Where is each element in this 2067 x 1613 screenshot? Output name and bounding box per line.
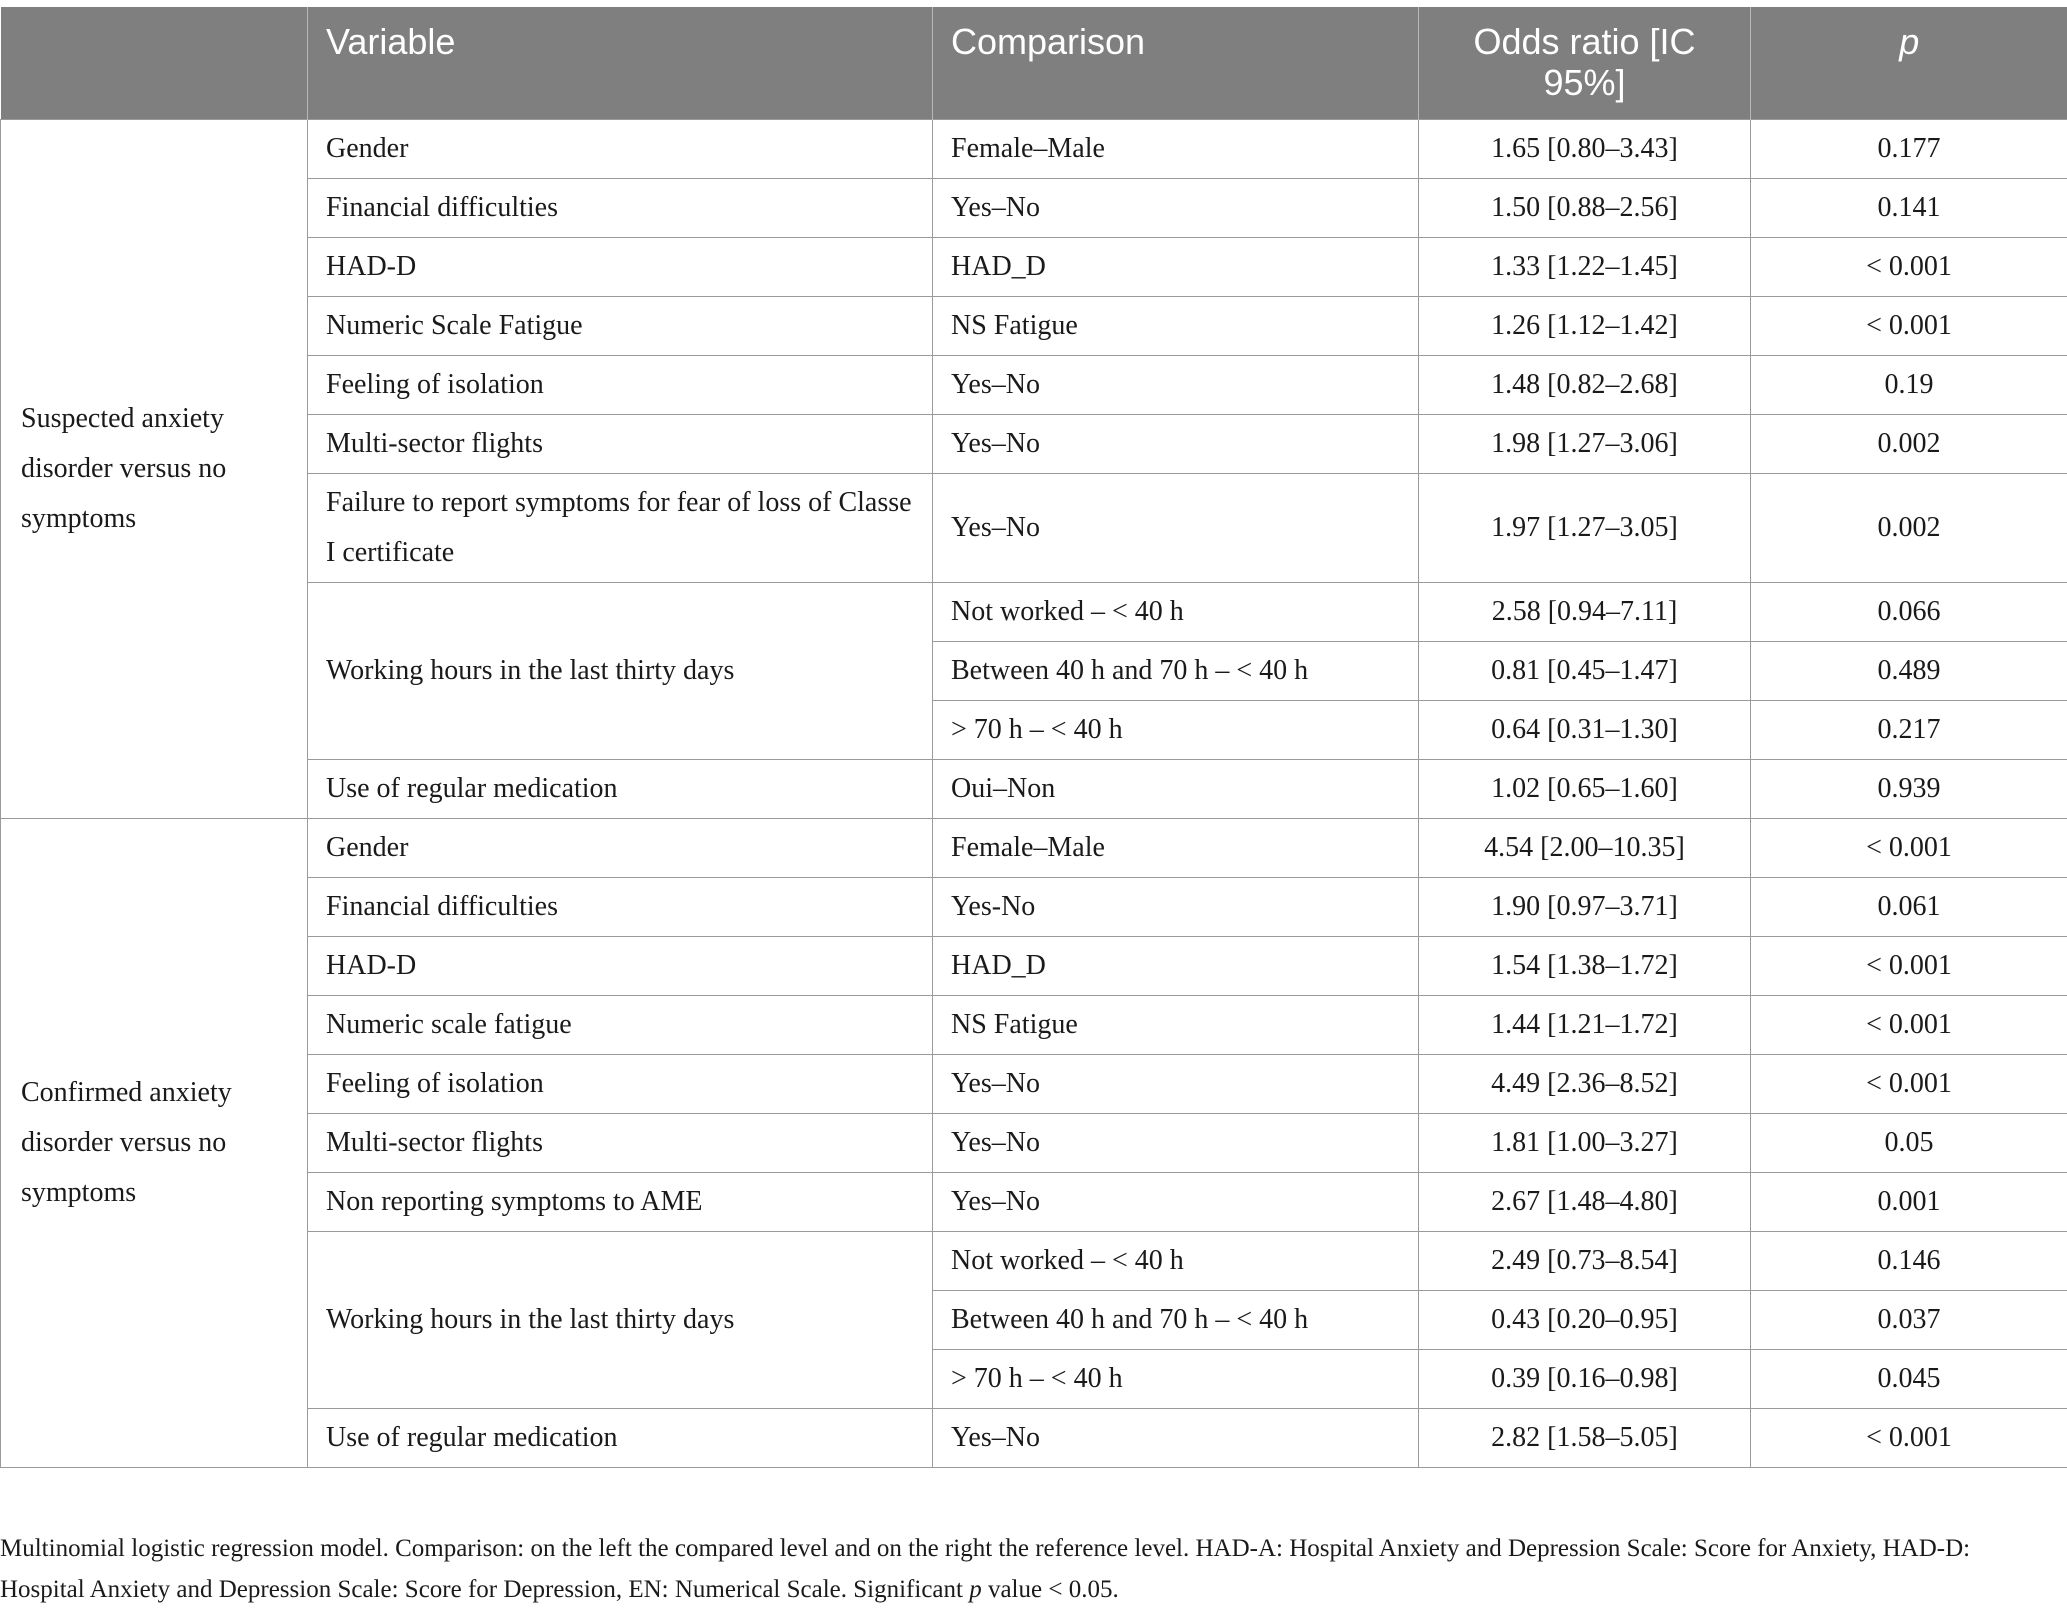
p-value-cell: 0.061 [1751,877,2067,936]
variable-cell: Non reporting symptoms to AME [308,1172,933,1231]
footnote-text-end: value < 0.05. [981,1576,1119,1603]
table-row [1,1054,2067,1113]
comparison-cell: Between 40 h and 70 h – < 40 h [933,1290,1419,1349]
header-group [1,7,308,119]
variable-cell: Use of regular medication [308,1408,933,1467]
p-value-cell: < 0.001 [1751,818,2067,877]
p-value-cell: < 0.001 [1751,1408,2067,1467]
p-value-cell: 0.002 [1751,414,2067,473]
variable-cell: Multi-sector flights [308,1113,933,1172]
comparison-cell: NS Fatigue [933,296,1419,355]
header-p-value: p [1751,7,2067,119]
comparison-cell: Yes–No [933,1408,1419,1467]
odds-ratio-cell: 1.98 [1.27–3.06] [1419,414,1751,473]
variable-cell: Feeling of isolation [308,1054,933,1113]
comparison-cell: Yes–No [933,414,1419,473]
table-row [1,1172,2067,1231]
footnote-text: Multinomial logistic regression model. Comparison: on the left the compared level and on the right the reference level. HAD-A: Hospital Anxiety and Depression Scale: Score for Anxiety, HAD-D: Hospital Anxiety and Depression Scale: Score for Depression, EN: Numerical Scale. Significant [0,1535,1971,1603]
p-value-cell: < 0.001 [1751,296,2067,355]
variable-cell: Financial difficulties [308,178,933,237]
p-value-cell: 0.045 [1751,1349,2067,1408]
odds-ratio-cell: 2.58 [0.94–7.11] [1419,582,1751,641]
odds-ratio-cell: 1.33 [1.22–1.45] [1419,237,1751,296]
odds-ratio-cell: 1.90 [0.97–3.71] [1419,877,1751,936]
header-odds-ratio: Odds ratio [IC 95%] [1419,7,1751,119]
results-table [0,7,2067,1468]
table-row [1,1113,2067,1172]
header-comparison: Comparison [933,7,1419,119]
comparison-cell: Not worked – < 40 h [933,582,1419,641]
comparison-cell: Between 40 h and 70 h – < 40 h [933,641,1419,700]
odds-ratio-cell: 1.65 [0.80–3.43] [1419,119,1751,178]
odds-ratio-cell: 0.64 [0.31–1.30] [1419,700,1751,759]
odds-ratio-cell: 0.43 [0.20–0.95] [1419,1290,1751,1349]
results-table-container [0,7,2067,1468]
p-value-cell: 0.489 [1751,641,2067,700]
p-value-cell: < 0.001 [1751,1054,2067,1113]
variable-cell: Gender [308,119,933,178]
odds-ratio-cell: 1.54 [1.38–1.72] [1419,936,1751,995]
comparison-cell: HAD_D [933,936,1419,995]
odds-ratio-cell: 1.02 [0.65–1.60] [1419,759,1751,818]
comparison-cell: Yes–No [933,1172,1419,1231]
variable-cell: Numeric scale fatigue [308,995,933,1054]
p-value-cell: 0.177 [1751,119,2067,178]
variable-cell: Gender [308,818,933,877]
p-value-cell: 0.001 [1751,1172,2067,1231]
odds-ratio-cell: 1.48 [0.82–2.68] [1419,355,1751,414]
table-row [1,936,2067,995]
variable-cell: Numeric Scale Fatigue [308,296,933,355]
footnote-p-symbol: p [969,1576,982,1603]
odds-ratio-cell: 1.26 [1.12–1.42] [1419,296,1751,355]
table-row [1,995,2067,1054]
table-row [1,877,2067,936]
p-value-cell: 0.19 [1751,355,2067,414]
p-value-cell: < 0.001 [1751,237,2067,296]
p-value-cell: < 0.001 [1751,936,2067,995]
comparison-cell: Yes–No [933,1054,1419,1113]
table-row [1,355,2067,414]
table-row [1,237,2067,296]
table-row [1,296,2067,355]
comparison-cell: Yes–No [933,355,1419,414]
table-row [1,582,2067,641]
comparison-cell: Not worked – < 40 h [933,1231,1419,1290]
comparison-cell: Female–Male [933,119,1419,178]
odds-ratio-cell: 1.97 [1.27–3.05] [1419,473,1751,582]
group-label: Suspected anxiety disorder versus no symptoms [1,119,308,818]
p-value-cell: 0.037 [1751,1290,2067,1349]
comparison-cell: Oui–Non [933,759,1419,818]
comparison-cell: > 70 h – < 40 h [933,1349,1419,1408]
table-row [1,818,2067,877]
odds-ratio-cell: 1.50 [0.88–2.56] [1419,178,1751,237]
odds-ratio-cell: 4.49 [2.36–8.52] [1419,1054,1751,1113]
comparison-cell: NS Fatigue [933,995,1419,1054]
comparison-cell: Yes-No [933,877,1419,936]
table-header-row [1,7,2067,119]
table-row [1,1231,2067,1290]
p-value-cell: 0.939 [1751,759,2067,818]
variable-cell: Use of regular medication [308,759,933,818]
p-value-cell: 0.066 [1751,582,2067,641]
odds-ratio-cell: 2.82 [1.58–5.05] [1419,1408,1751,1467]
odds-ratio-cell: 2.67 [1.48–4.80] [1419,1172,1751,1231]
variable-cell: Feeling of isolation [308,355,933,414]
variable-cell: Failure to report symptoms for fear of loss of Classe I certificate [308,473,933,582]
comparison-cell: > 70 h – < 40 h [933,700,1419,759]
table-row [1,759,2067,818]
comparison-cell: Female–Male [933,818,1419,877]
header-variable: Variable [308,7,933,119]
odds-ratio-cell: 0.81 [0.45–1.47] [1419,641,1751,700]
table-row [1,414,2067,473]
table-footnote [0,1528,2050,1610]
odds-ratio-cell: 1.44 [1.21–1.72] [1419,995,1751,1054]
variable-cell: HAD-D [308,237,933,296]
variable-cell: Multi-sector flights [308,414,933,473]
table-row [1,178,2067,237]
odds-ratio-cell: 0.39 [0.16–0.98] [1419,1349,1751,1408]
p-value-cell: 0.002 [1751,473,2067,582]
variable-cell: Working hours in the last thirty days [308,1231,933,1408]
variable-cell: Working hours in the last thirty days [308,582,933,759]
odds-ratio-cell: 2.49 [0.73–8.54] [1419,1231,1751,1290]
table-row [1,119,2067,178]
p-value-cell: 0.217 [1751,700,2067,759]
p-value-cell: < 0.001 [1751,995,2067,1054]
table-row [1,473,2067,582]
comparison-cell: Yes–No [933,473,1419,582]
p-value-cell: 0.146 [1751,1231,2067,1290]
comparison-cell: Yes–No [933,1113,1419,1172]
p-value-cell: 0.141 [1751,178,2067,237]
table-row [1,1408,2067,1467]
p-value-cell: 0.05 [1751,1113,2067,1172]
variable-cell: HAD-D [308,936,933,995]
comparison-cell: Yes–No [933,178,1419,237]
odds-ratio-cell: 1.81 [1.00–3.27] [1419,1113,1751,1172]
comparison-cell: HAD_D [933,237,1419,296]
odds-ratio-cell: 4.54 [2.00–10.35] [1419,818,1751,877]
variable-cell: Financial difficulties [308,877,933,936]
group-label: Confirmed anxiety disorder versus no symptoms [1,818,308,1467]
